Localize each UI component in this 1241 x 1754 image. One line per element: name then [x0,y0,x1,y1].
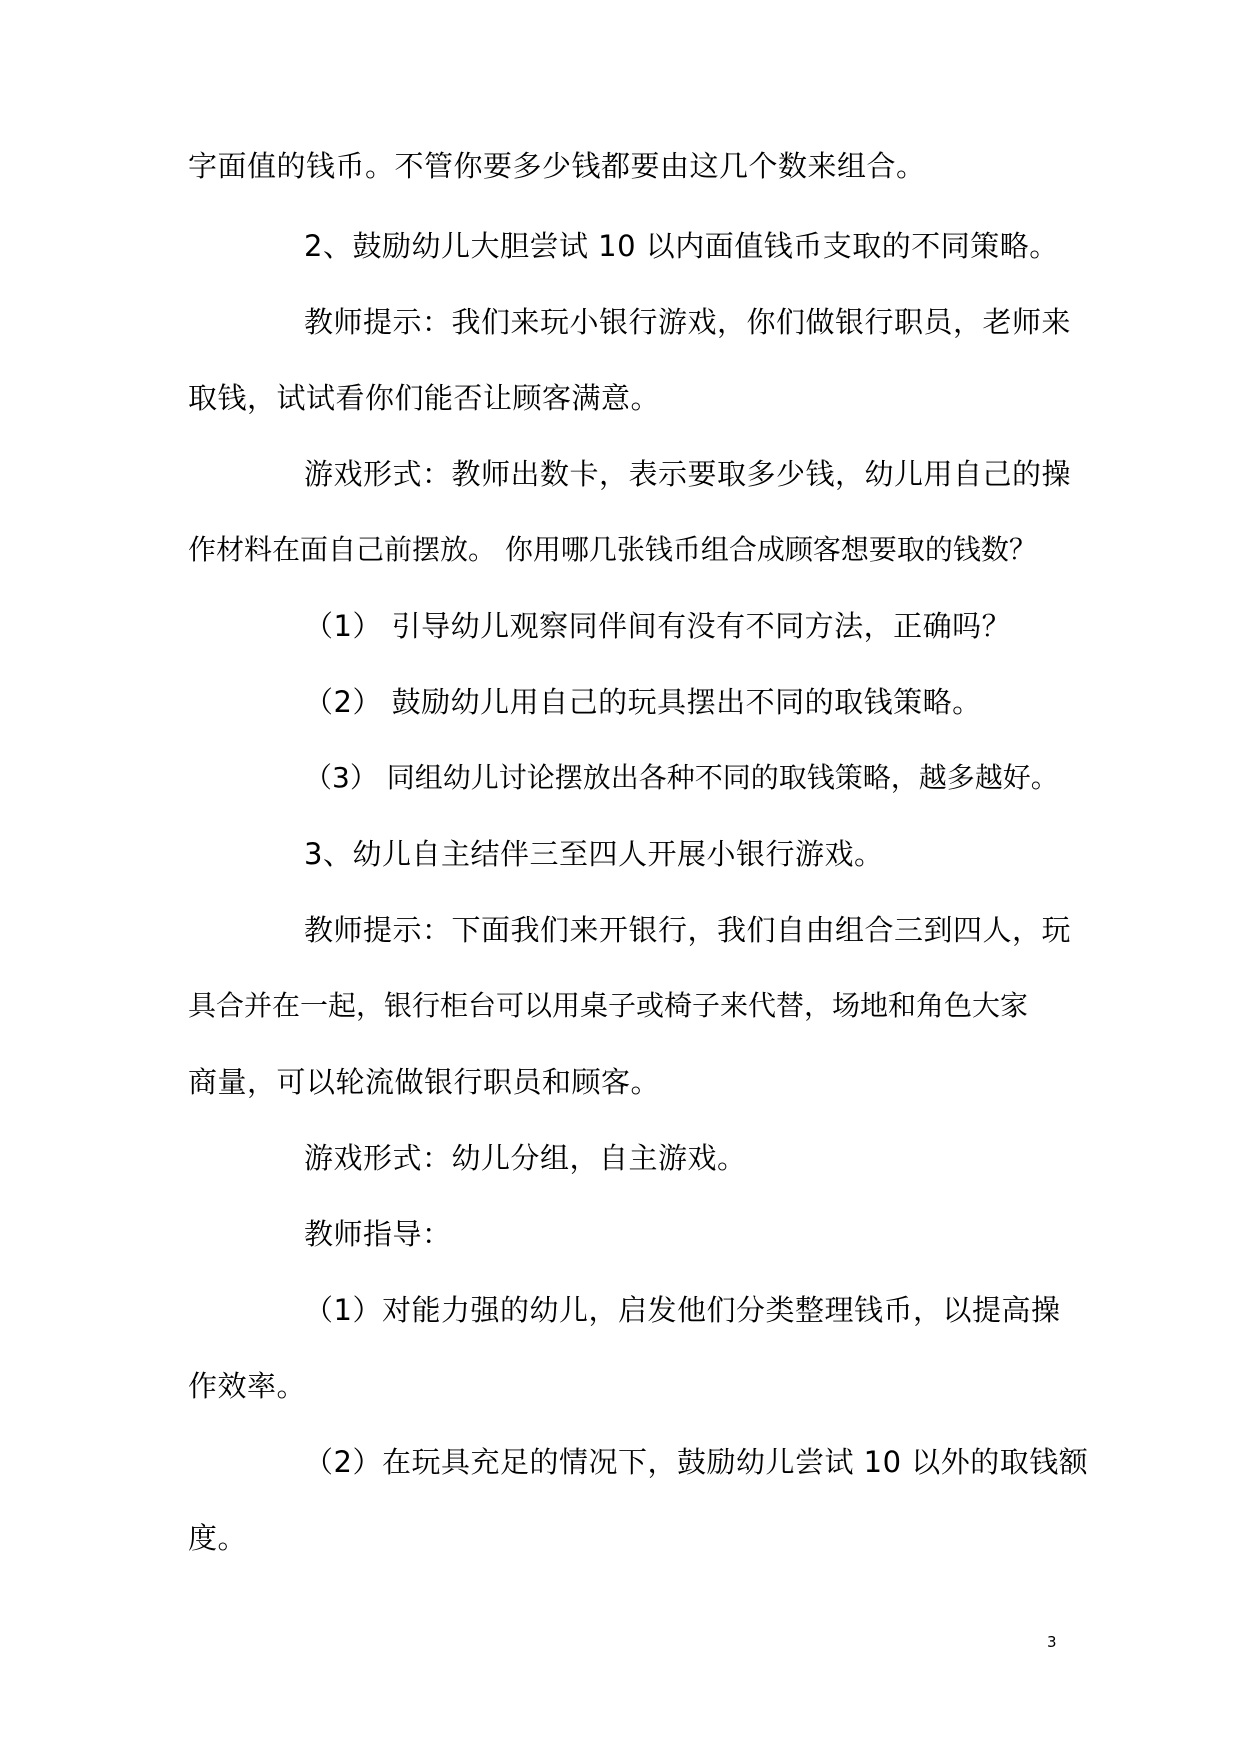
text-line-11: 教师提示：下面我们来开银行，我们自由组合三到四人，玩 [304,913,1072,947]
text-line-3: 教师提示：我们来玩小银行游戏，你们做银行职员，老师来 [304,305,1072,339]
text-line-1: 字面值的钱币。不管你要多少钱都要由这几个数来组合。 [188,149,926,183]
text-line-7: （1） 引导幼儿观察同伴间有没有不同方法，正确吗？ [304,609,1012,643]
text-line-2: 2、鼓励幼儿大胆尝试 10 以内面值钱币支取的不同策略。 [304,229,1059,263]
text-line-17: 作效率。 [188,1369,307,1403]
text-line-14: 游戏形式：幼儿分组，自主游戏。 [304,1141,747,1175]
text-line-19: 度。 [188,1521,248,1555]
page-number: 3 [1047,1633,1057,1651]
text-line-13: 商量，可以轮流做银行职员和顾客。 [188,1065,661,1099]
text-line-12: 具合并在一起，银行柜台可以用桌子或椅子来代替，场地和角色大家 [188,989,1029,1022]
text-line-16: （1）对能力强的幼儿，启发他们分类整理钱币，以提高操 [304,1293,1061,1327]
text-line-4: 取钱，试试看你们能否让顾客满意。 [188,381,661,415]
text-line-10: 3、幼儿自主结伴三至四人开展小银行游戏。 [304,837,884,871]
text-line-18: （2）在玩具充足的情况下，鼓励幼儿尝试 10 以外的取钱额 [304,1445,1089,1479]
text-line-6: 作材料在面自己前摆放。 你用哪几张钱币组合成顾客想要取的钱数？ [188,533,1037,566]
text-line-8: （2） 鼓励幼儿用自己的玩具摆出不同的取钱策略。 [304,685,982,719]
text-line-15: 教师指导： [304,1217,452,1251]
text-line-9: （3） 同组幼儿讨论摆放出各种不同的取钱策略，越多越好。 [304,761,1059,794]
text-line-5: 游戏形式：教师出数卡，表示要取多少钱，幼儿用自己的操 [304,457,1072,491]
